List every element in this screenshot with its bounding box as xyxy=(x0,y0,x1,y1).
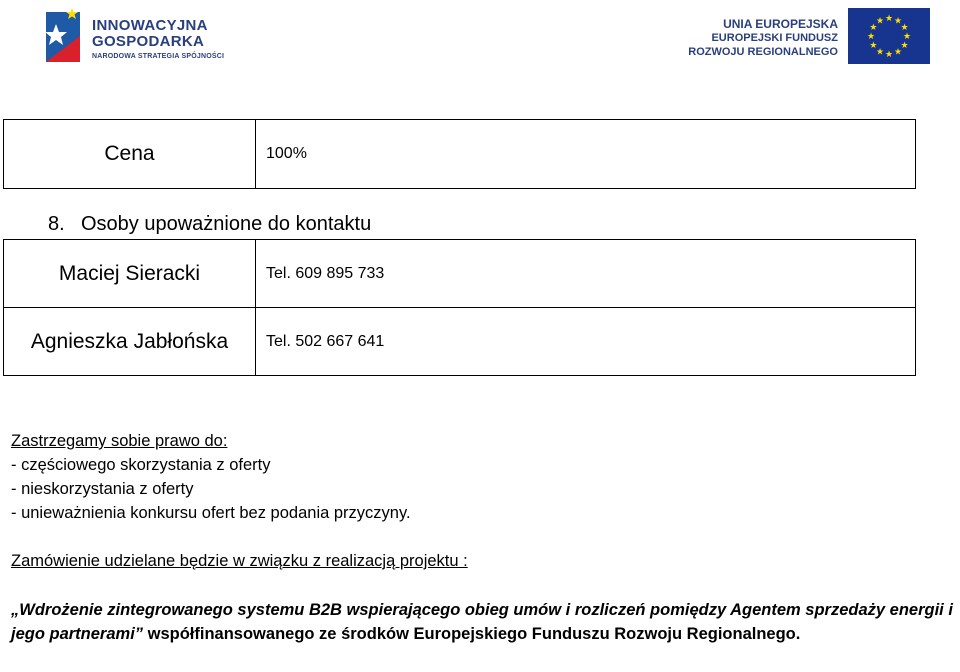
eu-star-icon: ★ xyxy=(900,22,909,32)
price-label: Cena xyxy=(4,120,256,189)
contact-phone: Tel. 502 667 641 xyxy=(256,308,916,376)
logo-line-1: INNOWACYJNA xyxy=(92,17,208,34)
contacts-table xyxy=(3,239,916,376)
table-row xyxy=(4,308,916,376)
eu-star-icon: ★ xyxy=(902,31,912,41)
eu-star-icon: ★ xyxy=(884,49,894,59)
eu-star-icon: ★ xyxy=(869,40,878,50)
eu-star-icon: ★ xyxy=(875,46,885,57)
contacts-heading xyxy=(48,213,371,236)
eu-star-icon: ★ xyxy=(875,15,885,26)
price-row xyxy=(4,120,916,189)
contact-name: Agnieszka Jabłońska xyxy=(4,308,256,376)
price-value: 100% xyxy=(256,120,916,189)
eu-star-icon: ★ xyxy=(893,46,903,57)
project-funding: współfinansowanego ze środków Europejskiego Funduszu Rozwoju Regionalnego. xyxy=(143,625,801,643)
eu-star-icon: ★ xyxy=(900,40,909,50)
eu-flag-icon xyxy=(848,8,930,64)
eu-star-icon: ★ xyxy=(893,15,903,26)
list-item: - nieskorzystania z oferty xyxy=(11,480,194,498)
eu-star-icon: ★ xyxy=(884,13,894,23)
reservations-title: Zastrzegamy sobie prawo do: xyxy=(11,432,228,450)
price-table xyxy=(3,119,916,189)
eu-logo xyxy=(688,8,930,64)
eu-logo-line-1: UNIA EUROPEJSKA xyxy=(723,17,838,31)
eu-star-icon: ★ xyxy=(866,31,876,41)
project-name xyxy=(11,598,960,646)
eu-star-icon: ★ xyxy=(869,22,878,32)
list-item: - częściowego skorzystania z oferty xyxy=(11,456,271,474)
list-item: - unieważnienia konkursu ofert bez podania przyczyny. xyxy=(11,504,411,522)
contact-name: Maciej Sieracki xyxy=(4,240,256,308)
section-title: Osoby upoważnione do kontaktu xyxy=(81,213,372,235)
reservations-block xyxy=(11,429,411,525)
eu-logo-line-3: ROZWOJU REGIONALNEGO xyxy=(688,46,838,58)
eu-logo-line-2: EUROPEJSKI FUNDUSZ xyxy=(711,32,838,44)
logo-line-2: GOSPODARKA xyxy=(92,33,205,50)
contact-phone: Tel. 609 895 733 xyxy=(256,240,916,308)
project-intro: Zamówienie udzielane będzie w związku z realizacją projektu : xyxy=(11,552,468,570)
innowacyjna-gospodarka-logo xyxy=(42,6,232,66)
innowacyjna-gospodarka-emblem-icon xyxy=(42,6,86,66)
project-title-italic: „Wdrożenie zintegrowanego systemu B2B wspierającego obieg umów i rozliczeń pomiędzy Agentem sprzedaży energii i jego partnerami” xyxy=(11,601,953,643)
table-row xyxy=(4,240,916,308)
section-number: 8. xyxy=(48,213,65,235)
logo-line-3: NARODOWA STRATEGIA SPÓJNOŚCI xyxy=(92,53,225,60)
